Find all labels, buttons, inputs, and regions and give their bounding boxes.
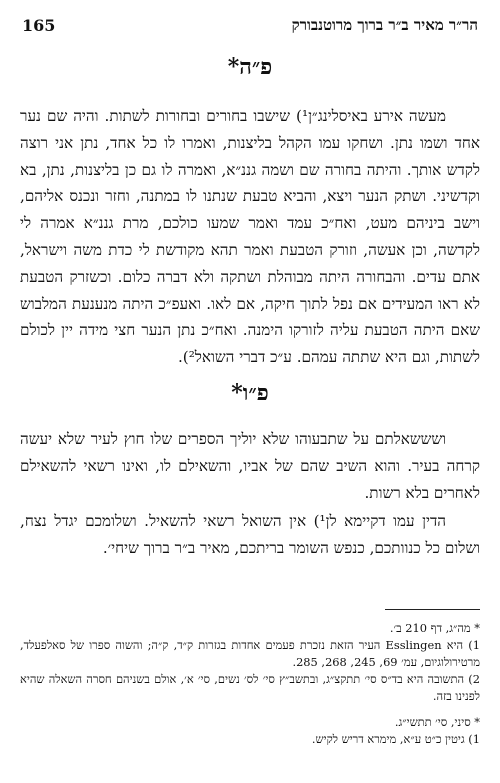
- section-85-body: מעשה אירע באיסלינג״ן¹) שישבו בחורים ובחורות לשתות. והיה שם נער אחד ושמו נתן. ושחקו עמו הקהל בליצנות, ואמרו לו כל אחד, נתן אני רוצה לקדש אותך. והיתה בחורה שם ושמה גננ״א, ואמרה לו גם כן בליצנות, נתן, בא וקדשיני. ושתק הנער ויצא, והביא טבעת שנתנו לו במתנה, וחזר ונכנס אליהם, וישב ביניהם מעט, ואח״כ עמד ואמר שמעו כולכם, מרת גננ״א אמרה לי לקדשה, וכן אעשה, וזורק הטבעת ואמר תהא מקודשת לי כדת משה וישראל, אתם עדים. והבחורה היתה מבוהלת ושתקה ולא דברה כלום. וכשזרק הטבעת לא ראו המעידים אם נפל לתוך חיקה, אם לאו. ואעפ״כ היתה מנענעת המלבוש שאם היתה הטבעת עליה לזורקו הימנה. ואח״כ נתן הנער חצי מידה יין לכולם לשתות, וגם היא שתתה עמהם. ע״כ דברי השואל²).: [20, 107, 480, 367]
- footnote-divider: [385, 609, 480, 610]
- footnote-85-1: 1) היא Esslingen העיר הזאת נזכרת פעמים אחדות בגזרות ק״ד, ק״ה; והשוה ספרו של סאלפעלד, מרטירולוגיום, עמ׳ 69, 245, 268, 285.: [20, 638, 480, 669]
- page-number: 165: [22, 16, 56, 35]
- footnote-spacer: [20, 705, 480, 714]
- footnote-86-1: 1) גיטין כ״ט ע״א, מימרא דריש לקיש.: [311, 732, 480, 746]
- footnotes: [20, 620, 480, 748]
- section-86-answer: הדין עמו דקיימא לן¹) אין השואל רשאי להשאיל. ושלומכם יגדל נצח, ושלום כל כנוותכם, כנפש השומר בריתכם, מאיר ב״ר ברוך שיחי׳.: [20, 512, 480, 557]
- footnote-source-85: * מה״ג, דף 210 ב׳.: [389, 621, 480, 635]
- footnote-85-2: 2) התשובה היא בד״ס סי׳ תתקצ״ג, ובתשב״ץ סי׳ לס׳ נשים, סי׳ א׳, אולם בשניהם חסרה השאלה שהיא לפנינו בזה.: [20, 672, 480, 703]
- footnote-source-86: * סיני, סי׳ תתשי״ג.: [394, 715, 480, 729]
- section-heading-85: פ״ה*: [227, 54, 273, 80]
- section-heading-86: פ״ו*: [231, 380, 269, 406]
- running-head: הר״ר מאיר ב״ר ברוך מרוטנבורק: [291, 16, 478, 34]
- page-header: [0, 14, 500, 38]
- section-86-question: ושששאלתם על שתבעוהו שלא יוליך הספרים שלו חוץ לעיר שלא יעשה קרחה בעיר. והוא השיב שהם של אביו, והשאילם לו, ואינו רשאי להשאילם לאחרים בלא רשות.: [20, 430, 480, 502]
